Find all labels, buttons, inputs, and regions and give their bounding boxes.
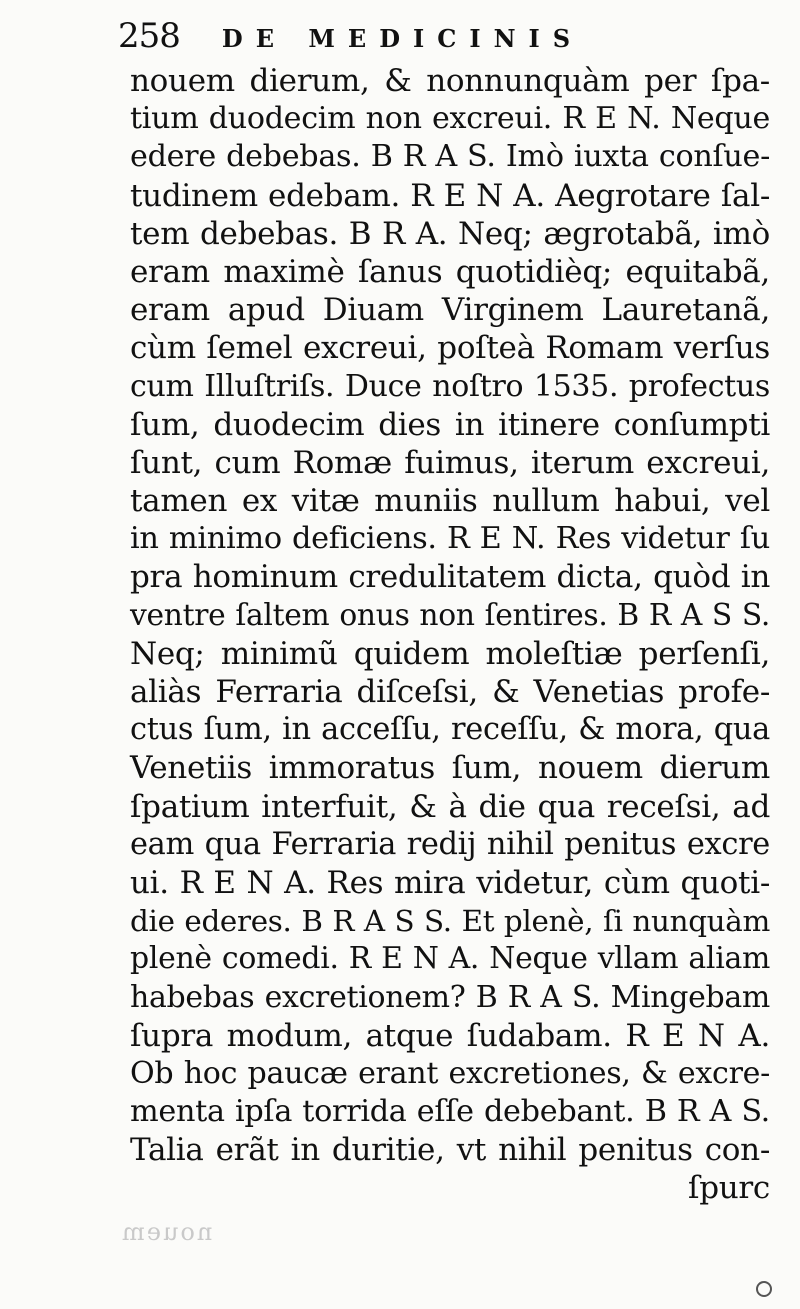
text-line: ſpatium interfuit, & à die qua receſsi, ad [130,788,770,825]
text-line: Ob hoc paucæ erant excretiones, & excre- [130,1055,770,1091]
text-line: ventre ſaltem onus non ſentires. B R A S S. [130,597,770,633]
text-line: menta ipſa torrida eſſe debebant. B R A S. [130,1094,770,1130]
page-header [118,16,700,60]
text-line: plenè comedi. R E N A. Neque vllam aliam [130,941,770,977]
text-line: ui. R E N A. Res mira videtur, cùm quoti- [130,864,770,901]
text-line: ſupra modum, atque ſudabam. R E N A. [130,1017,770,1054]
text-line: habebas excretionem? B R A S. Mingebam [130,979,770,1015]
bleed-through-text: nouem [120,1218,213,1246]
text-line: eram maximè ſanus quotidièq; equitabã, [130,253,770,290]
text-line: ſunt, cum Romæ fuimus, iterum excreui, [130,444,770,481]
text-line: tudinem edebam. R E N A. Aegrotare ſal- [130,177,770,214]
text-line: eam qua Ferraria redij nihil penitus excre [130,826,770,862]
text-line: eram apud Diuam Virginem Lauretanã, [130,292,770,329]
text-line: ctus ſum, in acceſſu, receſſu, & mora, qua [130,712,770,748]
text-line: edere debebas. B R A S. Imò iuxta conſue- [130,139,770,175]
text-line: tem debebas. B R A. Neq; ægrotabã, imò [130,215,770,252]
text-line: ſum, duodecim dies in itinere conſumpti [130,406,770,443]
left-margin-specks [0,0,120,1309]
text-line: Talia erãt in duritie, vt nihil penitus con- [130,1132,770,1169]
text-line: cùm ſemel excreui, poſteà Romam verſus [130,330,770,367]
text-line: cum Illuſtriſs. Duce noſtro 1535. profectus [130,368,770,404]
text-line: pra hominum credulitatem dicta, quòd in [130,559,770,596]
text-block [130,62,770,1208]
text-line: die ederes. B R A S S. Et plenè, ſi nunquàm [130,904,770,939]
text-line: Venetiis immoratus ſum, nouem dierum [130,750,770,787]
text-line: in minimo deficiens. R E N. Res videtur ſu [130,521,770,557]
catchword: ſpurc [688,1170,770,1207]
text-line: tium duodecim non excreui. R E N. Neque [130,101,770,137]
text-line: Neq; minimũ quidem moleſtiæ perſenſi, [130,635,770,672]
ink-speck-icon [756,1281,772,1297]
running-head: DE MEDICINIS [221,24,584,53]
text-line: nouem dierum, & nonnunquàm per ſpa- [130,63,770,99]
text-line: tamen ex vitæ muniis nullum habui, vel [130,483,770,520]
text-line: aliàs Ferraria diſceſsi, & Venetias profe- [130,674,770,710]
page-number: 258 [118,16,180,56]
